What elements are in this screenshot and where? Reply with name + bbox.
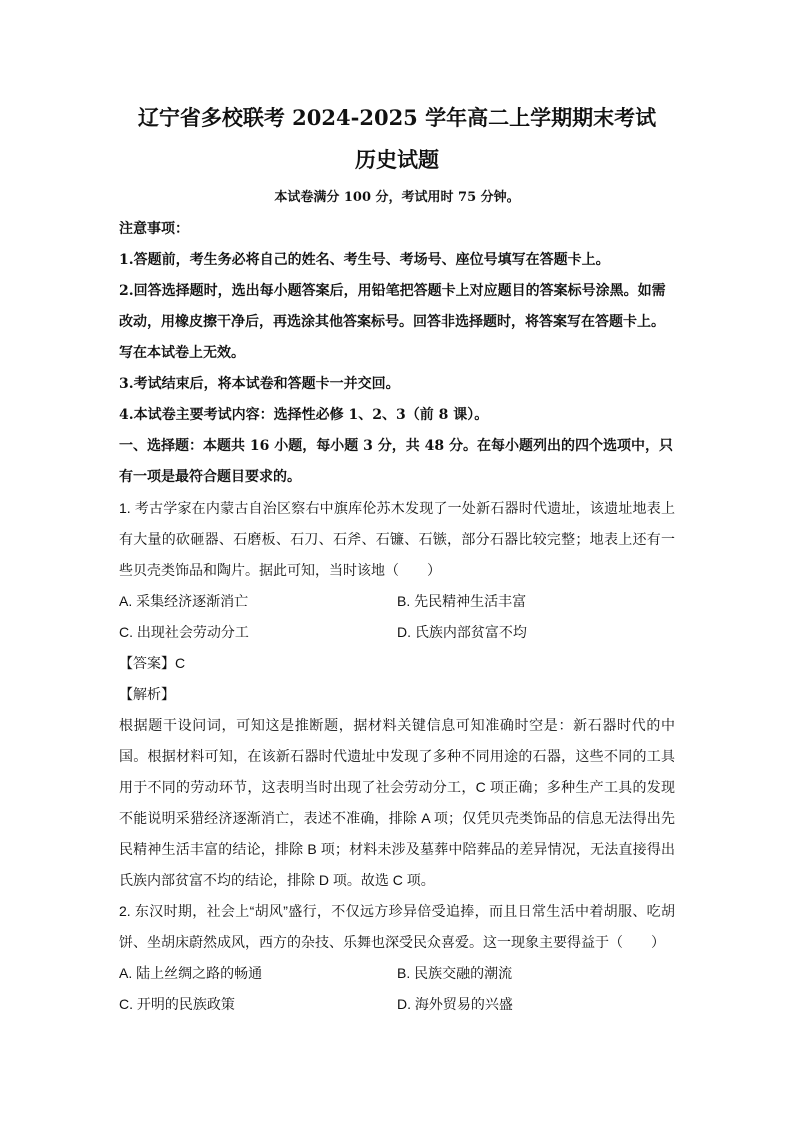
note-item: 3.考试结束后，将本试卷和答题卡一并交回。	[119, 376, 400, 392]
question-options	[119, 958, 675, 1020]
notes-heading: 注意事项：	[119, 221, 189, 237]
analysis-text: 根据题干设问词，可知这是推断题，据材料关键信息可知准确时空是：新石器时代的中国。根据材料可知，在该新石器时代遗址中发现了多种不同用途的石器，这些不同的工具用于不同的劳动环节，这表明当时出现了社会劳动分工，C 项正确；多种生产工具的发现不能说明采猎经济逐渐消亡，表述不准确，排除 A 项；仅凭贝壳类饰品的信息无法得出先民精神生活丰富的结论，排除 B 项；材料未涉及墓葬中陪葬品的差异情况，无法直接得出氏族内部贫富不均的结论，排除 D 项。故选 C 项。	[119, 717, 675, 888]
question-1	[119, 493, 675, 896]
option-c: C. 出现社会劳动分工	[119, 624, 249, 640]
section-heading: 一、选择题：本题共 16 小题，每小题 3 分，共 48 分。在每小题列出的四个选项中，只有一项是最符合题目要求的。	[119, 438, 673, 485]
option-a: A. 陆上丝绸之路的畅通	[119, 965, 263, 981]
option-c: C. 开明的民族政策	[119, 996, 235, 1012]
note-item: 4.本试卷主要考试内容：选择性必修 1、2、3（前 8 课）。	[119, 407, 489, 423]
question-stem: 2. 东汉时期，社会上“胡风”盛行，不仅远方珍异倍受追捧，而且日常生活中着胡服、吃胡饼、坐胡床蔚然成风，西方的杂技、乐舞也深受民众喜爱。这一现象主要得益于（ ）	[119, 903, 675, 950]
exam-meta: 本试卷满分 100 分，考试用时 75 分钟。	[274, 190, 520, 205]
exam-subtitle: 历史试题	[355, 147, 439, 172]
option-b: B. 先民精神生活丰富	[397, 593, 527, 609]
note-item: 2.回答选择题时，选出每小题答案后，用铅笔把答题卡上对应题目的答案标号涂黑。如需改动，用橡皮擦干净后，再选涂其他答案标号。回答非选择题时，将答案写在答题卡上。写在本试卷上无效。	[119, 283, 666, 361]
option-b: B. 民族交融的潮流	[397, 965, 513, 981]
question-stem: 1. 考古学家在内蒙古自治区察右中旗库伦苏木发现了一处新石器时代遗址，该遗址地表上有大量的砍砸器、石磨板、石刀、石斧、石镰、石镞，部分石器比较完整；地表上还有一些贝壳类饰品和陶片。据此可知，当时该地（ ）	[119, 500, 675, 578]
exam-title: 辽宁省多校联考 2024-2025 学年高二上学期期末考试	[137, 105, 657, 130]
option-d: D. 海外贸易的兴盛	[397, 996, 513, 1012]
option-d: D. 氏族内部贫富不均	[397, 624, 527, 640]
question-options	[119, 586, 675, 648]
question-2	[119, 896, 675, 1020]
analysis-label: 【解析】	[119, 686, 175, 702]
option-a: A. 采集经济逐渐消亡	[119, 593, 249, 609]
answer-label: 【答案】C	[119, 655, 186, 671]
note-item: 1.答题前，考生务必将自己的姓名、考生号、考场号、座位号填写在答题卡上。	[119, 252, 610, 268]
